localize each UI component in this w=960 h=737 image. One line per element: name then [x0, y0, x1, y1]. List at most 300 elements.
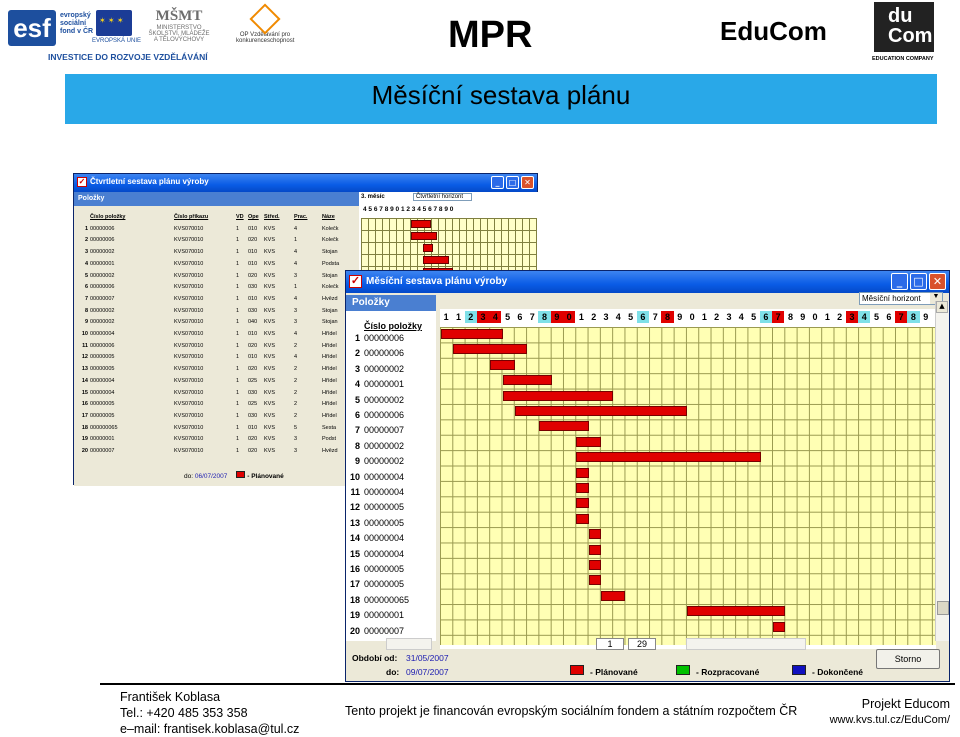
- row-number: 14: [349, 533, 360, 544]
- table-cell: KVS070010: [174, 225, 204, 232]
- gantt-bar-planned[interactable]: [576, 468, 588, 478]
- table-row[interactable]: [78, 317, 354, 329]
- day-number: 8: [384, 206, 391, 213]
- gantt-bar-planned[interactable]: [576, 498, 588, 508]
- row-number: 15: [349, 548, 360, 559]
- day-number: 1: [400, 206, 407, 213]
- table-cell: 030: [248, 307, 258, 314]
- table-cell: 2: [294, 377, 298, 384]
- table-cell: 7: [84, 295, 88, 302]
- list-item[interactable]: [346, 487, 404, 497]
- day-number: 0: [449, 206, 454, 213]
- table-cell: 1: [236, 377, 240, 384]
- table-cell: 4: [294, 249, 298, 256]
- list-item[interactable]: [346, 395, 404, 405]
- gantt-bar-planned[interactable]: [411, 232, 437, 240]
- gantt-bar-planned[interactable]: [576, 483, 588, 493]
- gantt-bar-planned[interactable]: [589, 575, 601, 585]
- table-cell: 4: [294, 354, 298, 361]
- day-number: 7: [895, 311, 907, 323]
- table-cell: 1: [236, 272, 240, 279]
- table-cell: KVS: [264, 284, 276, 291]
- cancel-button[interactable]: Storno: [876, 649, 940, 669]
- table-cell: 1: [236, 307, 240, 314]
- gantt-bar-planned[interactable]: [441, 329, 503, 339]
- item-number: 000000065: [364, 594, 410, 605]
- item-number: 00000007: [364, 625, 405, 636]
- table-cell: 00000006: [90, 284, 115, 291]
- gantt-bar-planned[interactable]: [576, 514, 588, 524]
- planned-swatch: [236, 471, 245, 478]
- table-cell: KVS070010: [174, 377, 204, 384]
- day-number: 6: [637, 311, 649, 323]
- table-cell: 20: [81, 448, 88, 455]
- column-header[interactable]: Číslo příkazu: [174, 214, 209, 220]
- table-cell: 13: [81, 366, 88, 373]
- table-row[interactable]: [78, 294, 354, 306]
- table-cell: 2: [294, 401, 298, 408]
- author-name: František Koblasa: [120, 690, 221, 704]
- app-check-icon: ✓: [350, 275, 361, 287]
- horizon-select[interactable]: [859, 292, 943, 305]
- day-number: 3: [603, 312, 609, 322]
- table-cell: 1: [294, 284, 298, 291]
- day-number: 4: [615, 312, 621, 322]
- close-icon[interactable]: ✕: [929, 273, 946, 290]
- partner-logos: [8, 4, 298, 66]
- gantt-bar-planned[interactable]: [411, 220, 431, 228]
- list-item[interactable]: [346, 333, 404, 343]
- table-cell: KVS070010: [174, 342, 204, 349]
- day-number: 2: [714, 312, 720, 322]
- table-cell: 00000002: [90, 272, 115, 279]
- table-cell: 1: [236, 319, 240, 326]
- gantt-bar-planned[interactable]: [576, 452, 761, 462]
- table-row[interactable]: [78, 247, 354, 259]
- table-cell: 12: [81, 354, 88, 361]
- table-cell: 5: [294, 424, 298, 431]
- list-item[interactable]: [346, 518, 404, 528]
- day-number: 9: [800, 312, 806, 322]
- row-number: 19: [349, 610, 360, 621]
- in-progress-swatch: [676, 665, 690, 675]
- column-header[interactable]: VD: [236, 214, 244, 220]
- item-number: 00000002: [364, 394, 405, 405]
- table-cell: Sesta: [322, 424, 337, 431]
- table-cell: 00000006: [90, 342, 115, 349]
- gantt-bar-planned[interactable]: [576, 437, 601, 447]
- column-header[interactable]: Ope: [248, 214, 259, 220]
- table-cell: 00000005: [90, 401, 115, 408]
- maximize-icon[interactable]: □: [506, 176, 519, 189]
- row-number: 5: [354, 394, 360, 405]
- day-numbers: [363, 206, 453, 213]
- table-cell: Hřídel: [322, 377, 337, 384]
- list-item[interactable]: [346, 456, 404, 466]
- row-number: 16: [349, 564, 360, 574]
- list-item[interactable]: [346, 549, 404, 559]
- table-cell: 010: [248, 260, 258, 267]
- gantt-bar-planned[interactable]: [601, 591, 626, 601]
- row-number: 20: [349, 625, 360, 636]
- row-number: 9: [354, 456, 360, 467]
- day-number: 3: [411, 206, 418, 213]
- scroll-thumb[interactable]: [937, 601, 949, 615]
- item-number: 00000004: [364, 548, 405, 559]
- monthly-plan-window: [345, 270, 950, 682]
- list-item[interactable]: [346, 502, 404, 512]
- table-cell: 2: [294, 366, 298, 373]
- table-cell: KVS070010: [174, 307, 204, 314]
- table-cell: Stojan: [322, 272, 338, 279]
- day-number: 1: [443, 312, 449, 322]
- day-number: 5: [505, 312, 511, 322]
- day-number: 9: [551, 311, 563, 323]
- day-number: 0: [395, 206, 401, 213]
- table-row[interactable]: [78, 411, 354, 423]
- day-number: 2: [591, 312, 597, 322]
- column-header[interactable]: Náze: [322, 214, 335, 220]
- esf-text: evropský sociální fond v ČR: [60, 12, 94, 35]
- item-number: 00000006: [364, 333, 405, 343]
- table-cell: 3: [294, 307, 298, 314]
- op-logo: OP Vzdělávání pro konkurenceschopnost: [236, 8, 294, 50]
- column-header[interactable]: Střed.: [264, 214, 280, 220]
- gantt-bar-planned[interactable]: [490, 360, 515, 370]
- row-number: 17: [349, 579, 360, 590]
- list-item[interactable]: [346, 626, 404, 636]
- table-cell: Stojan: [322, 307, 338, 314]
- table-row[interactable]: [78, 399, 354, 411]
- table-cell: KVS070010: [174, 389, 204, 396]
- table-cell: 1: [236, 436, 240, 443]
- table-cell: KVS070010: [174, 237, 204, 244]
- table-cell: 1: [236, 237, 240, 244]
- gantt-bar-planned[interactable]: [589, 529, 601, 539]
- author-email[interactable]: e–mail: frantisek.koblasa@tul.cz: [120, 722, 300, 736]
- row-number: 12: [349, 502, 360, 513]
- day-number: 2: [465, 311, 477, 323]
- table-row[interactable]: [78, 388, 354, 400]
- day-number: 2: [406, 206, 412, 213]
- gantt-bar-planned[interactable]: [423, 244, 433, 252]
- table-cell: KVS: [264, 249, 276, 256]
- day-number: 9: [444, 206, 450, 213]
- item-number: 00000002: [364, 363, 405, 374]
- table-cell: KVS: [264, 366, 276, 373]
- item-number: 00000007: [364, 425, 405, 436]
- table-cell: KVS070010: [174, 448, 204, 455]
- day-number: 4: [738, 312, 744, 322]
- table-cell: Hřídel: [322, 401, 337, 408]
- item-number: 00000005: [364, 517, 405, 528]
- table-cell: KVS: [264, 331, 276, 338]
- horizon-select[interactable]: Čtvrtletní horizont: [413, 193, 472, 201]
- table-cell: Kolečk: [322, 237, 339, 244]
- footer-divider: [100, 683, 955, 685]
- msmt-logo: MŠMT MINISTERSTVO ŠKOLSTVÍ, MLÁDEŽE A TĚLOVÝCHOVY: [148, 8, 210, 43]
- project-url[interactable]: www.kvs.tul.cz/EduCom/: [829, 714, 950, 726]
- table-cell: KVS: [264, 272, 276, 279]
- list-item[interactable]: [346, 595, 409, 605]
- row-number: 10: [349, 471, 360, 482]
- table-cell: 3: [294, 448, 298, 455]
- close-icon[interactable]: ✕: [521, 176, 534, 189]
- table-cell: 14: [81, 377, 88, 384]
- table-cell: 1: [294, 237, 298, 244]
- gantt-bar-planned[interactable]: [423, 256, 449, 264]
- item-number: 00000005: [364, 564, 405, 574]
- table-cell: KVS: [264, 412, 276, 419]
- day-number: 4: [858, 311, 870, 323]
- table-cell: Podsta: [322, 260, 340, 267]
- table-cell: 030: [248, 389, 258, 396]
- funding-note: Tento projekt je financován evropským sociálním fondem a státním rozpočtem ČR: [345, 704, 798, 718]
- gantt-bar-planned[interactable]: [503, 375, 552, 385]
- gantt-bar-planned[interactable]: [503, 391, 614, 401]
- day-number: 6: [886, 312, 892, 322]
- minimize-icon[interactable]: _: [491, 176, 504, 189]
- items-panel-header: Položky: [74, 192, 537, 206]
- table-cell: Hvězd: [322, 448, 338, 455]
- table-cell: 00000002: [90, 319, 115, 326]
- table-cell: 11: [82, 342, 88, 349]
- minimize-icon[interactable]: _: [891, 273, 908, 290]
- table-row[interactable]: [78, 235, 354, 247]
- table-cell: 19: [81, 436, 88, 443]
- table-header: [78, 212, 354, 224]
- table-cell: KVS070010: [174, 284, 204, 291]
- table-cell: KVS070010: [174, 354, 204, 361]
- day-number: 8: [538, 311, 550, 323]
- table-cell: 020: [248, 237, 258, 244]
- day-number: 0: [689, 312, 695, 322]
- list-item[interactable]: [346, 379, 404, 389]
- table-cell: KVS070010: [174, 260, 204, 267]
- page-from[interactable]: 1: [596, 638, 624, 650]
- table-cell: 00000007: [90, 448, 115, 455]
- table-cell: 4: [294, 260, 298, 267]
- table-cell: 020: [248, 436, 258, 443]
- table-cell: Hvězd: [322, 295, 338, 302]
- list-item[interactable]: [346, 610, 404, 620]
- done-swatch: [792, 665, 806, 675]
- table-cell: 1: [236, 448, 240, 455]
- row-number: 6: [354, 410, 360, 420]
- day-number: 9: [390, 206, 396, 213]
- eu-text: EVROPSKÁ UNIE: [92, 38, 142, 44]
- list-item[interactable]: [346, 410, 404, 420]
- day-number: 0: [812, 312, 818, 322]
- table-cell: 030: [248, 412, 258, 419]
- table-cell: 2: [294, 412, 298, 419]
- date-to-value: 06/07/2007: [194, 473, 228, 480]
- day-number: 5: [422, 206, 429, 213]
- day-numbers: [440, 311, 932, 323]
- list-item[interactable]: [346, 425, 404, 435]
- item-number: 00000004: [364, 471, 405, 482]
- table-row[interactable]: [78, 329, 354, 341]
- day-number: 5: [628, 312, 634, 322]
- table-cell: 1: [236, 401, 240, 408]
- table-cell: 010: [248, 249, 258, 256]
- day-number: 1: [701, 312, 707, 322]
- scroll-up-icon[interactable]: ▲: [936, 301, 948, 313]
- table-cell: 00000001: [90, 436, 115, 443]
- table-cell: KVS: [264, 377, 276, 384]
- table-cell: 010: [248, 225, 258, 232]
- table-cell: Stojan: [322, 249, 338, 256]
- table-cell: 4: [294, 225, 298, 232]
- list-item[interactable]: [346, 579, 404, 589]
- day-number: 5: [368, 206, 374, 213]
- table-cell: KVS070010: [174, 366, 204, 373]
- table-cell: 1: [236, 389, 240, 396]
- planned-swatch: [570, 665, 584, 675]
- gantt-bar-planned[interactable]: [589, 545, 601, 555]
- gantt-bar-planned[interactable]: [539, 421, 588, 431]
- table-cell: 15: [81, 389, 88, 396]
- day-number: 9: [677, 312, 683, 322]
- table-cell: 6: [84, 284, 88, 291]
- window-titlebar[interactable]: [346, 271, 949, 293]
- table-cell: KVS: [264, 260, 276, 267]
- item-number: 00000001: [364, 610, 405, 621]
- table-cell: 3: [294, 436, 298, 443]
- table-cell: 020: [248, 342, 258, 349]
- vertical-scrollbar[interactable]: [935, 301, 949, 641]
- table-cell: KVS070010: [174, 436, 204, 443]
- table-cell: 2: [84, 237, 88, 244]
- day-number: 3: [846, 311, 858, 323]
- item-number: 00000004: [364, 487, 405, 497]
- project-name: Projekt Educom: [861, 697, 950, 711]
- table-row[interactable]: [78, 376, 354, 388]
- table-row[interactable]: [78, 224, 354, 236]
- table-row[interactable]: [78, 271, 354, 283]
- maximize-icon[interactable]: □: [910, 273, 927, 290]
- item-number: 00000006: [364, 410, 405, 420]
- table-cell: 1: [84, 225, 88, 232]
- educom-logo: du Com EDUCATION COMPANY: [872, 2, 938, 64]
- table-cell: KVS070010: [174, 272, 204, 279]
- day-number: 8: [907, 311, 919, 323]
- table-cell: 17: [81, 412, 88, 419]
- table-cell: Hřídel: [322, 412, 337, 419]
- day-number: 8: [787, 312, 793, 322]
- table-cell: 000000065: [90, 424, 118, 431]
- table-row[interactable]: [78, 341, 354, 353]
- list-item[interactable]: [346, 441, 404, 451]
- page-to[interactable]: 29: [628, 638, 656, 650]
- table-cell: KVS: [264, 225, 276, 232]
- table-row[interactable]: [78, 352, 354, 364]
- window-title: Měsíční sestava plánu výroby: [366, 276, 508, 287]
- day-number: 9: [923, 312, 929, 322]
- gantt-bar-planned[interactable]: [773, 622, 785, 632]
- table-cell: 030: [248, 284, 258, 291]
- row-number: 11: [350, 487, 360, 497]
- table-cell: 00000002: [90, 307, 115, 314]
- day-number: 1: [578, 312, 584, 322]
- table-cell: 1: [236, 225, 240, 232]
- table-cell: 00000004: [90, 377, 115, 384]
- table-cell: 010: [248, 354, 258, 361]
- table-row[interactable]: [78, 446, 354, 458]
- table-row[interactable]: [78, 306, 354, 318]
- row-number: 4: [354, 379, 360, 390]
- table-cell: 1: [236, 424, 240, 431]
- table-cell: 1: [236, 284, 240, 291]
- table-cell: Hřídel: [322, 366, 337, 373]
- table-cell: 2: [294, 389, 298, 396]
- items-table: [78, 212, 354, 458]
- table-cell: KVS: [264, 295, 276, 302]
- items-panel-header: Položky: [346, 295, 436, 311]
- day-number: 7: [529, 312, 535, 322]
- table-cell: 025: [248, 377, 258, 384]
- window-titlebar[interactable]: [74, 174, 537, 192]
- day-number: 0: [563, 311, 575, 323]
- esf-logo: esf: [8, 10, 56, 46]
- list-item[interactable]: [346, 472, 404, 482]
- table-cell: 1: [236, 331, 240, 338]
- item-number: 00000006: [364, 348, 405, 359]
- day-number: 1: [455, 312, 461, 322]
- table-cell: 00000006: [90, 225, 115, 232]
- table-row[interactable]: [78, 423, 354, 435]
- day-number: 3: [477, 311, 489, 323]
- item-number: 00000002: [364, 440, 405, 451]
- table-cell: KVS: [264, 424, 276, 431]
- column-header[interactable]: Prac.: [294, 214, 308, 220]
- table-row[interactable]: [78, 364, 354, 376]
- table-cell: KVS070010: [174, 331, 204, 338]
- table-row[interactable]: [78, 259, 354, 271]
- gantt-bar-planned[interactable]: [453, 344, 527, 354]
- day-number: 4: [363, 206, 369, 213]
- table-cell: 2: [294, 342, 298, 349]
- table-cell: KVS070010: [174, 249, 204, 256]
- gantt-grid: [440, 327, 936, 645]
- table-cell: 4: [294, 331, 298, 338]
- row-number: 8: [354, 440, 360, 451]
- table-row[interactable]: [78, 282, 354, 294]
- day-number: 7: [379, 206, 385, 213]
- list-item[interactable]: [346, 364, 404, 374]
- dropdown-arrow-icon[interactable]: ▼: [930, 293, 942, 304]
- list-item[interactable]: [346, 564, 404, 574]
- item-number: 00000005: [364, 579, 405, 590]
- table-cell: 10: [81, 331, 88, 338]
- gantt-bar-planned[interactable]: [687, 606, 785, 616]
- table-cell: Hřídel: [322, 389, 337, 396]
- table-cell: Hřídel: [322, 331, 337, 338]
- table-cell: 3: [294, 319, 298, 326]
- table-row[interactable]: [78, 434, 354, 446]
- list-item[interactable]: [346, 533, 404, 543]
- project-info: [810, 696, 950, 728]
- column-header[interactable]: Číslo položky: [90, 214, 126, 220]
- eu-flag-logo: [96, 10, 132, 36]
- table-cell: 4: [84, 260, 88, 267]
- list-item[interactable]: [346, 348, 404, 358]
- table-cell: 8: [84, 307, 88, 314]
- gantt-bar-planned[interactable]: [515, 406, 687, 416]
- item-number: 00000002: [364, 456, 405, 467]
- table-cell: KVS: [264, 354, 276, 361]
- gantt-bar-planned[interactable]: [589, 560, 601, 570]
